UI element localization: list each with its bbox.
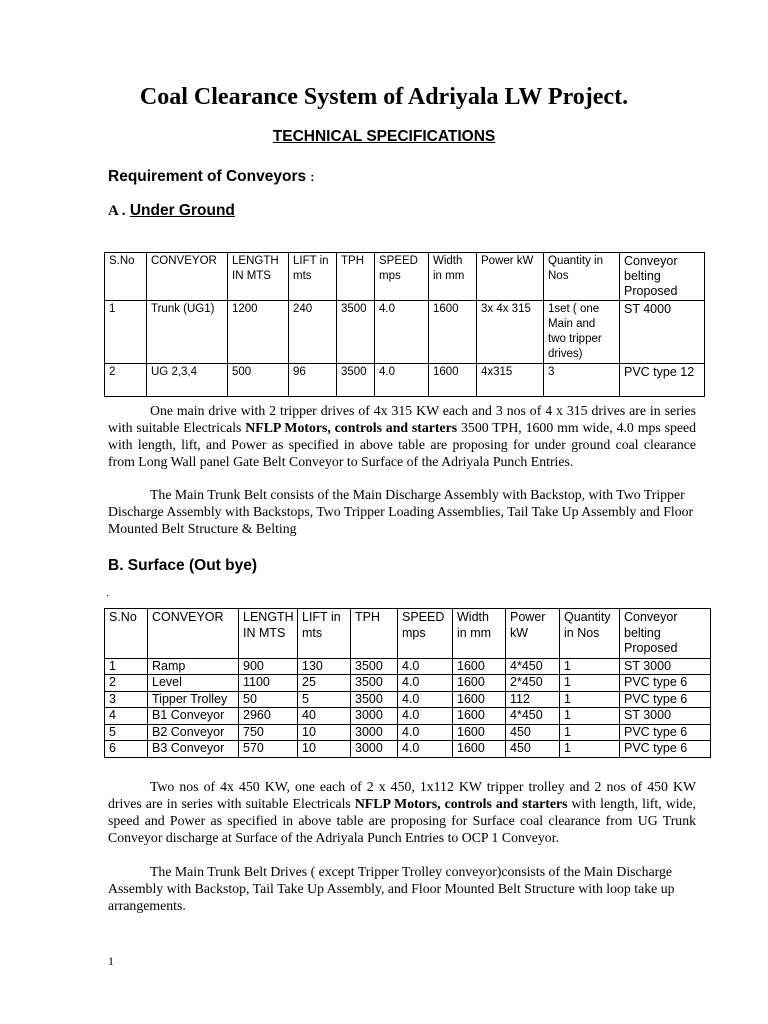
table-row [105,708,711,725]
table-cell: 3500 [337,364,375,397]
table-header-cell: CONVEYOR [147,253,228,301]
table-cell: 1600 [453,658,506,675]
table-cell: 750 [239,724,298,741]
table-cell: 450 [506,741,560,758]
table-cell: 900 [239,658,298,675]
table-row [105,301,705,364]
table-cell: 240 [289,301,337,364]
table-header-cell: LIFT in mts [289,253,337,301]
section-b-heading: B. Surface (Out bye) [108,557,257,574]
paragraph-text: 3500 TPH, 1600 mm wide, 4.0 mps speed with length, lift, and Power as specified in above table are proposing for under ground coal clearance from Long Wall panel Gate Belt Conveyor to Surface of the Adriyala Punch Entries. [108,420,697,469]
table-cell: 3000 [351,724,398,741]
table-cell: 1600 [429,364,477,397]
table-cell: B3 Conveyor [148,741,239,758]
table-cell: 4.0 [398,675,453,692]
table-cell: 50 [239,691,298,708]
table-cell: Ramp [148,658,239,675]
table-cell: 4.0 [398,708,453,725]
section-a-heading [108,202,235,220]
table-cell: 570 [239,741,298,758]
underground-description-paragraph [108,402,696,470]
table-cell: UG 2,3,4 [147,364,228,397]
table-cell: B1 Conveyor [148,708,239,725]
table-row [105,741,711,758]
table-cell: 4.0 [375,364,429,397]
table-cell: 96 [289,364,337,397]
paragraph-bold-text: NFLP Motors, controls and starters [245,420,458,435]
table-cell: 3500 [337,301,375,364]
table-cell: 1 [560,741,620,758]
table-cell: 5 [105,724,148,741]
table-cell: 450 [506,724,560,741]
table-cell: Tipper Trolley [148,691,239,708]
table-cell: 1200 [228,301,289,364]
table-cell: 1600 [453,708,506,725]
requirement-heading [108,168,314,186]
table-header-row [105,609,711,659]
table-header-cell: Conveyor belting Proposed [620,609,711,659]
table-cell: PVC type 6 [620,675,711,692]
table-cell: 4*450 [506,708,560,725]
table-header-row [105,253,705,301]
table-cell: 40 [298,708,351,725]
document-subtitle: TECHNICAL SPECIFICATIONS [272,128,496,145]
table-cell: 2960 [239,708,298,725]
table-cell: 130 [298,658,351,675]
table-cell: 3000 [351,741,398,758]
table-cell: 1600 [453,675,506,692]
table-header-cell: Quantity in Nos [560,609,620,659]
table-cell: 1100 [239,675,298,692]
table-header-cell: LENGTH IN MTS [239,609,298,659]
document-title: Coal Clearance System of Adriyala LW Project. [139,84,629,110]
table-cell: 10 [298,724,351,741]
table-header-cell: Quantity in Nos [544,253,620,301]
table-cell: 6 [105,741,148,758]
paragraph-text: The Main Trunk Belt consists of the Main Discharge Assembly with Backstop, with Two Tripper Discharge Assembly with Backstops, Two Tripper Loading Assemblies, Tail Take Up Assembly and Floor Mounted Belt Structure & Belting [108,487,694,536]
table-cell: 1600 [453,691,506,708]
page-number: 1 [108,954,114,968]
requirement-heading-text: Requirement of Conveyors [108,168,307,185]
table-cell: 1 [560,658,620,675]
requirement-heading-colon: : [310,170,315,184]
table-header-cell: S.No [105,609,148,659]
table-cell: 1 [560,724,620,741]
table-header-cell: S.No [105,253,147,301]
paragraph-text: Two nos of 4x 450 KW, one each of 2 x 450, 1x112 KW tripper trolley and 2 nos of 450 KW drives are in series with suitable Electricals [108,779,696,811]
main-trunk-belt-paragraph [108,486,696,537]
table-header-cell: TPH [337,253,375,301]
table-cell: PVC type 6 [620,741,711,758]
table-cell: PVC type 6 [620,724,711,741]
table-cell: 1 [560,691,620,708]
surface-description-paragraph [108,778,696,846]
table-cell: 3 [105,691,148,708]
table-header-cell: LENGTH IN MTS [228,253,289,301]
table-cell: 1 [560,708,620,725]
table-header-cell: CONVEYOR [148,609,239,659]
table-cell: 2 [105,364,147,397]
table-cell: 112 [506,691,560,708]
table-cell: 1 [105,658,148,675]
table-cell: 500 [228,364,289,397]
table-cell: 4.0 [398,741,453,758]
table-cell: 1600 [453,741,506,758]
table-cell: 10 [298,741,351,758]
table-cell: 1600 [429,301,477,364]
table-cell: ST 3000 [620,658,711,675]
table-cell: 5 [298,691,351,708]
paragraph-text: One main drive with 2 tripper drives of 4x 315 KW each and 3 nos of 4 x 315 drives are in series with suitable Electricals [108,403,696,435]
table-header-cell: SPEED mps [398,609,453,659]
underground-conveyor-table [104,252,705,397]
table-header-cell: TPH [351,609,398,659]
table-cell: B2 Conveyor [148,724,239,741]
table-header-cell: Power kW [477,253,544,301]
table-cell: Level [148,675,239,692]
paragraph-text: The Main Trunk Belt Drives ( except Tripper Trolley conveyor)consists of the Main Discharge Assembly with Backstop, Tail Take Up Assembly, and Floor Mounted Belt Structure with loop take up arrangements. [108,864,675,913]
paragraph-text: with length, lift, wide, speed and Power as specified in above table are proposing for Surface coal clearance from UG Trunk Conveyor discharge at Surface of the Adriyala Punch Entries to OCP 1 Conveyor. [108,796,696,845]
table-cell: 1set ( one Main and two tripper drives) [544,301,620,364]
table-cell: PVC type 12 [620,364,705,397]
table-cell: 1600 [453,724,506,741]
table-cell: 1 [560,675,620,692]
paragraph-bold-text: NFLP Motors, controls and starters [354,796,568,811]
table-cell: 1 [105,301,147,364]
table-cell: 3500 [351,691,398,708]
section-a-label: Under Ground [129,202,235,219]
table-cell: PVC type 6 [620,691,711,708]
table-row [105,724,711,741]
table-row [105,675,711,692]
stray-dot: . [106,588,109,599]
section-a-prefix: A . [108,203,126,219]
surface-conveyor-table [104,608,711,758]
table-header-cell: Width in mm [429,253,477,301]
table-cell: ST 4000 [620,301,705,364]
main-trunk-drives-paragraph [108,863,696,914]
table-header-cell: Power kW [506,609,560,659]
table-cell: 4.0 [398,658,453,675]
table-cell: 3 [544,364,620,397]
table-cell: ST 3000 [620,708,711,725]
table-cell: 3500 [351,658,398,675]
table-cell: 4x315 [477,364,544,397]
table-cell: Trunk (UG1) [147,301,228,364]
table-cell: 3500 [351,675,398,692]
table-cell: 25 [298,675,351,692]
table-cell: 4*450 [506,658,560,675]
table-cell: 4.0 [398,724,453,741]
table-header-cell: LIFT in mts [298,609,351,659]
table-header-cell: Conveyor belting Proposed [620,253,705,301]
table-row [105,658,711,675]
table-cell: 4 [105,708,148,725]
table-row [105,364,705,397]
table-cell: 4.0 [398,691,453,708]
table-cell: 3000 [351,708,398,725]
table-header-cell: Width in mm [453,609,506,659]
table-cell: 2 [105,675,148,692]
table-cell: 2*450 [506,675,560,692]
table-header-cell: SPEED mps [375,253,429,301]
table-row [105,691,711,708]
table-cell: 4.0 [375,301,429,364]
table-cell: 3x 4x 315 [477,301,544,364]
